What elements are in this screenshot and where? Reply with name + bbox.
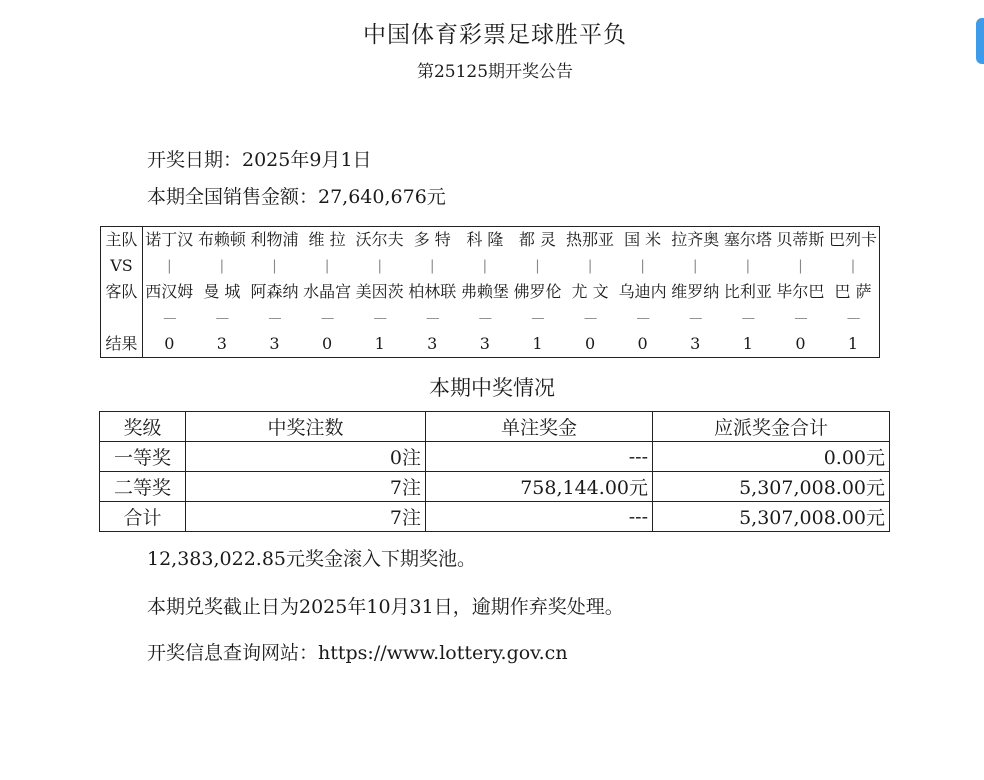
vs-separator: | [745,258,751,274]
prize-level: 合计 [100,502,186,532]
vs-separator: | [219,258,225,274]
prize-total: 0.00元 [653,442,890,472]
result-row [101,331,880,358]
prize-count: 0注 [186,442,426,472]
prize-unit: 758,144.00元 [426,472,653,502]
vs-separator: | [798,258,803,274]
away-team: 阿森纳 [250,282,299,301]
deadline-note: 本期兑奖截止日为2025年10月31日，逾期作弃奖处理。 [147,596,624,618]
prize-unit: --- [426,502,653,532]
away-team: 维罗纳 [671,282,720,301]
prize-header-row [100,412,890,442]
home-row [101,227,880,254]
dash-row [101,305,880,331]
dash-separator: ---- [794,311,807,325]
prize-header-total: 应派奖金合计 [653,412,890,442]
draw-date: 开奖日期：2025年9月1日 [147,149,372,171]
away-team: 柏林联 [408,282,457,301]
home-team: 维 拉 [301,227,354,254]
vs-separator: | [482,258,488,274]
match-result: 1 [827,331,880,358]
dash-separator: ---- [426,311,439,325]
home-team: 巴列卡 [827,227,880,254]
match-result: 3 [196,331,249,358]
home-team: 利物浦 [248,227,301,254]
vs-separator: | [640,258,645,274]
prize-total: 5,307,008.00元 [653,502,890,532]
vs-separator: | [587,258,593,274]
dash-separator: ---- [827,305,880,331]
away-team: 弗赖堡 [460,282,509,301]
away-team: 比利亚 [723,282,772,301]
sales-amount: 本期全国销售金额：27,640,676元 [147,186,446,208]
away-team: 毕尔巴 [776,282,825,301]
dash-separator: ---- [320,311,334,325]
result-label: 结果 [105,334,138,353]
vs-separator: | [324,258,330,274]
home-team: 诺丁汉 [143,227,196,254]
home-team: 国 米 [616,227,669,254]
away-team: 尤 文 [571,282,609,301]
page-subtitle: 第25125期开奖公告 [416,62,574,82]
page-title: 中国体育彩票足球胜平负 [363,22,627,48]
prize-level: 一等奖 [100,442,186,472]
match-result: 3 [248,331,301,358]
home-label: 主队 [105,230,138,249]
match-result: 1 [511,331,564,358]
home-team: 沃尔夫 [353,227,406,254]
rollover-note: 12,383,022.85元奖金滚入下期奖池。 [147,548,477,570]
away-label: 客队 [105,282,138,301]
match-result: 3 [669,331,722,358]
home-team: 拉齐奥 [669,227,722,254]
match-result: 3 [406,331,459,358]
vs-separator: | [692,258,698,274]
match-result: 1 [722,331,775,358]
home-team: 贝蒂斯 [774,227,827,254]
prize-row [100,472,890,502]
dash-separator: ---- [689,311,702,325]
home-team: 都 灵 [511,227,564,254]
match-result: 0 [301,331,354,358]
matches-table [100,226,880,358]
prize-header-level: 奖级 [100,412,186,442]
prize-row [100,442,890,472]
dash-separator: ---- [268,311,281,325]
prize-level: 二等奖 [100,472,186,502]
dash-row-label [101,305,142,331]
dash-separator: ---- [583,311,597,325]
prize-total: 5,307,008.00元 [653,472,890,502]
row-labels [101,227,143,358]
prize-row [100,502,890,532]
dash-separator: ---- [741,311,754,325]
home-team: 多 特 [406,227,459,254]
vs-separator: | [827,253,880,279]
home-team: 塞尔塔 [722,227,775,254]
match-result: 1 [353,331,406,358]
dash-separator: ---- [163,311,176,325]
away-row [101,279,880,305]
vs-separator: | [377,258,383,274]
vs-label: VS [110,256,133,275]
prize-header-unit: 单注奖金 [426,412,653,442]
separator-row [101,253,880,279]
prize-header-count: 中奖注数 [186,412,426,442]
vs-separator: | [166,258,172,274]
match-result: 0 [616,331,669,358]
home-team: 布赖顿 [196,227,249,254]
away-team: 乌迪内 [618,282,667,301]
dash-separator: ---- [636,311,649,325]
away-team: 曼 城 [203,282,241,301]
prize-section-title: 本期中奖情况 [429,376,555,400]
home-team: 科 隆 [459,227,512,254]
away-team: 水晶宫 [303,282,352,301]
prize-count: 7注 [186,472,426,502]
away-team: 巴 萨 [827,279,880,305]
edge-tab[interactable] [976,18,984,64]
prize-unit: --- [426,442,653,472]
prize-count: 7注 [186,502,426,532]
website-note: 开奖信息查询网站：https://www.lottery.gov.cn [147,642,568,664]
away-team: 佛罗伦 [513,282,562,301]
dash-separator: ---- [478,311,491,325]
home-team: 热那亚 [564,227,617,254]
dash-separator: ---- [531,311,544,325]
dash-separator: ---- [373,311,386,325]
match-result: 0 [564,331,617,358]
away-team: 美因茨 [355,282,404,301]
match-result: 0 [143,331,196,358]
vs-separator: | [272,258,277,274]
dash-separator: ---- [215,311,228,325]
prize-table [99,411,890,532]
vs-separator: | [535,258,540,274]
away-team: 西汉姆 [145,282,194,301]
match-result: 0 [774,331,827,358]
match-result: 3 [459,331,512,358]
vs-separator: | [429,258,435,274]
